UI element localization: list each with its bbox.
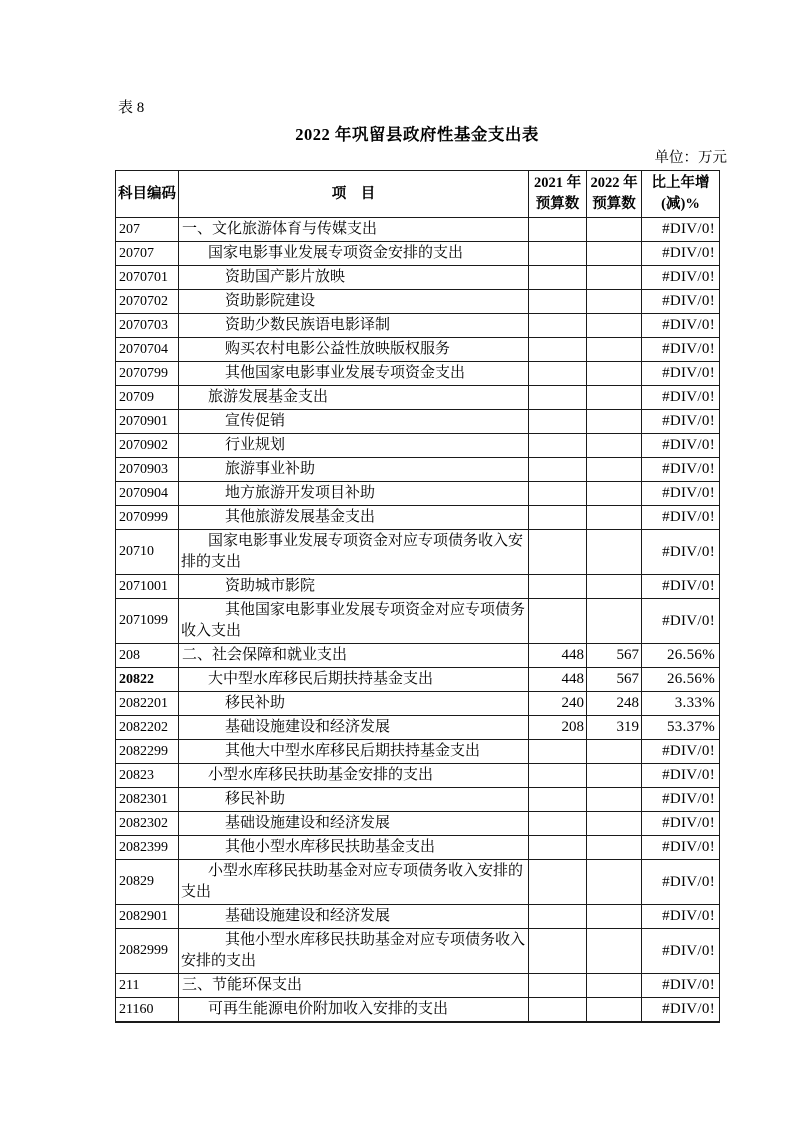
row-change-value: #DIV/0!: [642, 860, 720, 905]
row-subject-code: 2070999: [116, 506, 179, 530]
table-row: [116, 716, 720, 740]
row-budget-2021: [529, 314, 587, 338]
table-row: [116, 692, 720, 716]
row-subject-code: 2082201: [116, 692, 179, 716]
row-item-text: 资助少数民族语电影译制: [225, 317, 391, 333]
row-item-cell: [179, 530, 529, 575]
row-subject-code: 20829: [116, 860, 179, 905]
row-budget-2021: [529, 530, 587, 575]
row-change-value: #DIV/0!: [642, 764, 720, 788]
row-budget-2021: [529, 764, 587, 788]
table-row: [116, 740, 720, 764]
row-subject-code: 2082399: [116, 836, 179, 860]
row-change-value: #DIV/0!: [642, 386, 720, 410]
row-budget-2021: [529, 290, 587, 314]
row-budget-2022: [587, 362, 642, 386]
row-budget-2022: [587, 812, 642, 836]
row-change-value: #DIV/0!: [642, 599, 720, 644]
row-item-text: 旅游事业补助: [225, 461, 316, 477]
row-item-text: 购买农村电影公益性放映版权服务: [225, 341, 451, 357]
row-item-text: 宣传促销: [225, 413, 286, 429]
row-item-cell: [179, 266, 529, 290]
row-item-cell: [179, 242, 529, 266]
col-header-change-line1: 比上年增: [651, 175, 710, 191]
row-change-value: #DIV/0!: [642, 434, 720, 458]
row-change-value: 3.33%: [642, 692, 720, 716]
row-budget-2022: [587, 764, 642, 788]
row-item-text: 资助影院建设: [225, 293, 316, 309]
col-header-item: 项 目: [179, 171, 529, 218]
table-row: [116, 599, 720, 644]
row-budget-2021: [529, 860, 587, 905]
col-header-budget-2022-line1: 2022 年: [590, 175, 638, 191]
row-item-text: 国家电影事业发展专项资金安排的支出: [208, 245, 464, 261]
row-budget-2021: [529, 434, 587, 458]
row-item-text: 旅游发展基金支出: [208, 389, 329, 405]
row-budget-2022: 567: [587, 644, 642, 668]
row-subject-code: 20710: [116, 530, 179, 575]
row-item-cell: [179, 836, 529, 860]
row-change-value: #DIV/0!: [642, 740, 720, 764]
row-change-value: #DIV/0!: [642, 338, 720, 362]
table-body: [116, 218, 720, 1023]
row-budget-2021: [529, 812, 587, 836]
row-subject-code: 2070904: [116, 482, 179, 506]
row-subject-code: 2082999: [116, 929, 179, 974]
row-item-cell: [179, 764, 529, 788]
row-budget-2021: 208: [529, 716, 587, 740]
row-item-text: 基础设施建设和经济发展: [225, 908, 391, 924]
table-row: [116, 668, 720, 692]
row-subject-code: 2082901: [116, 905, 179, 929]
row-change-value: #DIV/0!: [642, 218, 720, 242]
row-budget-2022: 319: [587, 716, 642, 740]
table-row: [116, 314, 720, 338]
row-change-value: #DIV/0!: [642, 836, 720, 860]
row-budget-2022: [587, 482, 642, 506]
row-item-cell: [179, 338, 529, 362]
row-budget-2021: [529, 998, 587, 1023]
row-change-value: #DIV/0!: [642, 530, 720, 575]
table-row: [116, 458, 720, 482]
row-budget-2022: [587, 788, 642, 812]
row-change-value: 53.37%: [642, 716, 720, 740]
row-item-text: 基础设施建设和经济发展: [225, 815, 391, 831]
row-change-value: 26.56%: [642, 668, 720, 692]
row-budget-2022: [587, 836, 642, 860]
row-item-cell: [179, 974, 529, 998]
row-budget-2022: [587, 929, 642, 974]
row-budget-2021: [529, 836, 587, 860]
row-item-cell: [179, 998, 529, 1023]
row-subject-code: 2070702: [116, 290, 179, 314]
row-budget-2021: [529, 929, 587, 974]
row-item-text: 小型水库移民扶助基金安排的支出: [208, 767, 434, 783]
row-budget-2021: [529, 740, 587, 764]
row-budget-2022: [587, 974, 642, 998]
row-budget-2021: [529, 410, 587, 434]
row-budget-2022: [587, 434, 642, 458]
row-change-value: #DIV/0!: [642, 788, 720, 812]
row-item-cell: [179, 410, 529, 434]
row-item-text: 其他小型水库移民扶助基金支出: [225, 839, 436, 855]
col-header-budget-2022-line2: 预算数: [592, 196, 636, 212]
row-item-cell: [179, 644, 529, 668]
row-budget-2021: [529, 218, 587, 242]
row-item-cell: [179, 218, 529, 242]
row-change-value: #DIV/0!: [642, 290, 720, 314]
row-subject-code: 21160: [116, 998, 179, 1023]
row-budget-2022: [587, 599, 642, 644]
row-budget-2021: 240: [529, 692, 587, 716]
table-row: [116, 644, 720, 668]
row-item-cell: [179, 740, 529, 764]
row-item-cell: [179, 929, 529, 974]
row-item-cell: [179, 692, 529, 716]
row-subject-code: 207: [116, 218, 179, 242]
row-subject-code: 2082202: [116, 716, 179, 740]
row-item-cell: [179, 290, 529, 314]
row-subject-code: 2082302: [116, 812, 179, 836]
col-header-budget-2021-line2: 预算数: [535, 196, 580, 212]
row-item-cell: [179, 788, 529, 812]
row-change-value: #DIV/0!: [642, 410, 720, 434]
row-item-text: 小型水库移民扶助基金对应专项债务收入安排的支出: [181, 863, 524, 900]
row-change-value: #DIV/0!: [642, 974, 720, 998]
row-budget-2021: [529, 338, 587, 362]
row-item-text: 资助城市影院: [225, 578, 316, 594]
row-item-text: 其他小型水库移民扶助基金对应专项债务收入安排的支出: [181, 932, 526, 969]
row-subject-code: 20707: [116, 242, 179, 266]
row-item-text: 移民补助: [225, 695, 286, 711]
row-subject-code: 211: [116, 974, 179, 998]
row-change-value: #DIV/0!: [642, 458, 720, 482]
row-subject-code: 2082301: [116, 788, 179, 812]
row-budget-2022: [587, 575, 642, 599]
table-row: [116, 530, 720, 575]
row-budget-2022: [587, 860, 642, 905]
row-subject-code: 2070701: [116, 266, 179, 290]
row-subject-code: 2082299: [116, 740, 179, 764]
row-budget-2021: [529, 362, 587, 386]
row-budget-2021: [529, 482, 587, 506]
row-item-cell: [179, 716, 529, 740]
row-budget-2022: [587, 458, 642, 482]
header-row: [116, 171, 720, 218]
row-subject-code: 20709: [116, 386, 179, 410]
row-budget-2021: [529, 575, 587, 599]
row-subject-code: 2070799: [116, 362, 179, 386]
table-row: [116, 434, 720, 458]
row-budget-2022: [587, 740, 642, 764]
row-subject-code: 2071001: [116, 575, 179, 599]
col-header-change-line2: (减)%: [661, 196, 700, 212]
row-item-text: 基础设施建设和经济发展: [225, 719, 391, 735]
unit-note: 单位：万元: [654, 150, 727, 166]
table-number-label: 表 8: [118, 100, 145, 116]
table-row: [116, 242, 720, 266]
table-row: [116, 860, 720, 905]
table-row: [116, 338, 720, 362]
row-item-cell: [179, 386, 529, 410]
row-change-value: #DIV/0!: [642, 242, 720, 266]
table-row: [116, 386, 720, 410]
table-row: [116, 812, 720, 836]
row-subject-code: 20822: [116, 668, 179, 692]
row-budget-2022: [587, 218, 642, 242]
table-row: [116, 788, 720, 812]
row-subject-code: 20823: [116, 764, 179, 788]
row-item-text: 一、文化旅游体育与传媒支出: [182, 221, 378, 237]
row-item-cell: [179, 314, 529, 338]
row-budget-2022: [587, 290, 642, 314]
col-header-budget-2021-line1: 2021 年: [533, 175, 582, 191]
row-item-cell: [179, 506, 529, 530]
row-change-value: #DIV/0!: [642, 998, 720, 1023]
row-subject-code: 2070902: [116, 434, 179, 458]
row-item-cell: [179, 599, 529, 644]
row-subject-code: 2070703: [116, 314, 179, 338]
table-row: [116, 575, 720, 599]
page-title: 2022 年巩留县政府性基金支出表: [295, 125, 539, 144]
row-budget-2022: 248: [587, 692, 642, 716]
row-budget-2022: [587, 314, 642, 338]
row-budget-2021: 448: [529, 668, 587, 692]
row-budget-2022: [587, 338, 642, 362]
row-item-cell: [179, 362, 529, 386]
row-item-text: 移民补助: [225, 791, 286, 807]
row-change-value: 26.56%: [642, 644, 720, 668]
table-row: [116, 266, 720, 290]
row-change-value: #DIV/0!: [642, 812, 720, 836]
row-item-cell: [179, 905, 529, 929]
row-budget-2022: 567: [587, 668, 642, 692]
row-subject-code: 2070704: [116, 338, 179, 362]
row-budget-2021: [529, 458, 587, 482]
row-budget-2022: [587, 998, 642, 1023]
row-budget-2021: [529, 506, 587, 530]
table-row: [116, 905, 720, 929]
row-change-value: #DIV/0!: [642, 482, 720, 506]
row-change-value: #DIV/0!: [642, 929, 720, 974]
row-budget-2021: [529, 266, 587, 290]
row-subject-code: 2071099: [116, 599, 179, 644]
table-row: [116, 218, 720, 242]
table-row: [116, 998, 720, 1023]
table-header: [116, 171, 720, 218]
row-subject-code: 2070903: [116, 458, 179, 482]
table-row: [116, 410, 720, 434]
row-item-cell: [179, 482, 529, 506]
row-item-text: 二、社会保障和就业支出: [182, 647, 348, 663]
row-budget-2022: [587, 530, 642, 575]
row-change-value: #DIV/0!: [642, 266, 720, 290]
row-budget-2021: [529, 974, 587, 998]
row-subject-code: 208: [116, 644, 179, 668]
row-item-text: 地方旅游开发项目补助: [225, 485, 376, 501]
row-subject-code: 2070901: [116, 410, 179, 434]
row-change-value: #DIV/0!: [642, 506, 720, 530]
row-budget-2022: [587, 266, 642, 290]
row-budget-2022: [587, 410, 642, 434]
col-header-budget-2021: [529, 171, 587, 218]
col-header-subject-code: 科目编码: [116, 171, 179, 218]
row-budget-2021: 448: [529, 644, 587, 668]
row-item-text: 其他国家电影事业发展专项资金对应专项债务收入支出: [181, 602, 526, 639]
table-row: [116, 506, 720, 530]
row-budget-2022: [587, 506, 642, 530]
row-item-text: 可再生能源电价附加收入安排的支出: [208, 1001, 449, 1017]
row-budget-2022: [587, 242, 642, 266]
row-item-text: 其他旅游发展基金支出: [225, 509, 376, 525]
row-budget-2021: [529, 599, 587, 644]
table-row: [116, 974, 720, 998]
row-item-cell: [179, 458, 529, 482]
row-item-text: 行业规划: [225, 437, 286, 453]
row-item-text: 大中型水库移民后期扶持基金支出: [208, 671, 434, 687]
row-item-cell: [179, 575, 529, 599]
row-item-cell: [179, 812, 529, 836]
row-item-text: 三、节能环保支出: [182, 977, 303, 993]
row-change-value: #DIV/0!: [642, 575, 720, 599]
row-change-value: #DIV/0!: [642, 314, 720, 338]
table-row: [116, 482, 720, 506]
row-budget-2021: [529, 788, 587, 812]
row-item-text: 其他国家电影事业发展专项资金支出: [225, 365, 466, 381]
col-header-change: [642, 171, 720, 218]
row-item-text: 资助国产影片放映: [225, 269, 346, 285]
table-row: [116, 362, 720, 386]
row-budget-2021: [529, 242, 587, 266]
table-row: [116, 290, 720, 314]
table-row: [116, 929, 720, 974]
row-item-cell: [179, 860, 529, 905]
row-change-value: #DIV/0!: [642, 362, 720, 386]
row-budget-2021: [529, 386, 587, 410]
col-header-budget-2022: [587, 171, 642, 218]
row-item-text: 其他大中型水库移民后期扶持基金支出: [225, 743, 481, 759]
row-budget-2022: [587, 905, 642, 929]
row-item-text: 国家电影事业发展专项资金对应专项债务收入安排的支出: [181, 533, 524, 570]
row-budget-2022: [587, 386, 642, 410]
row-change-value: #DIV/0!: [642, 905, 720, 929]
table-row: [116, 836, 720, 860]
table-row: [116, 764, 720, 788]
row-budget-2021: [529, 905, 587, 929]
budget-table: [115, 170, 720, 1023]
row-item-cell: [179, 434, 529, 458]
row-item-cell: [179, 668, 529, 692]
